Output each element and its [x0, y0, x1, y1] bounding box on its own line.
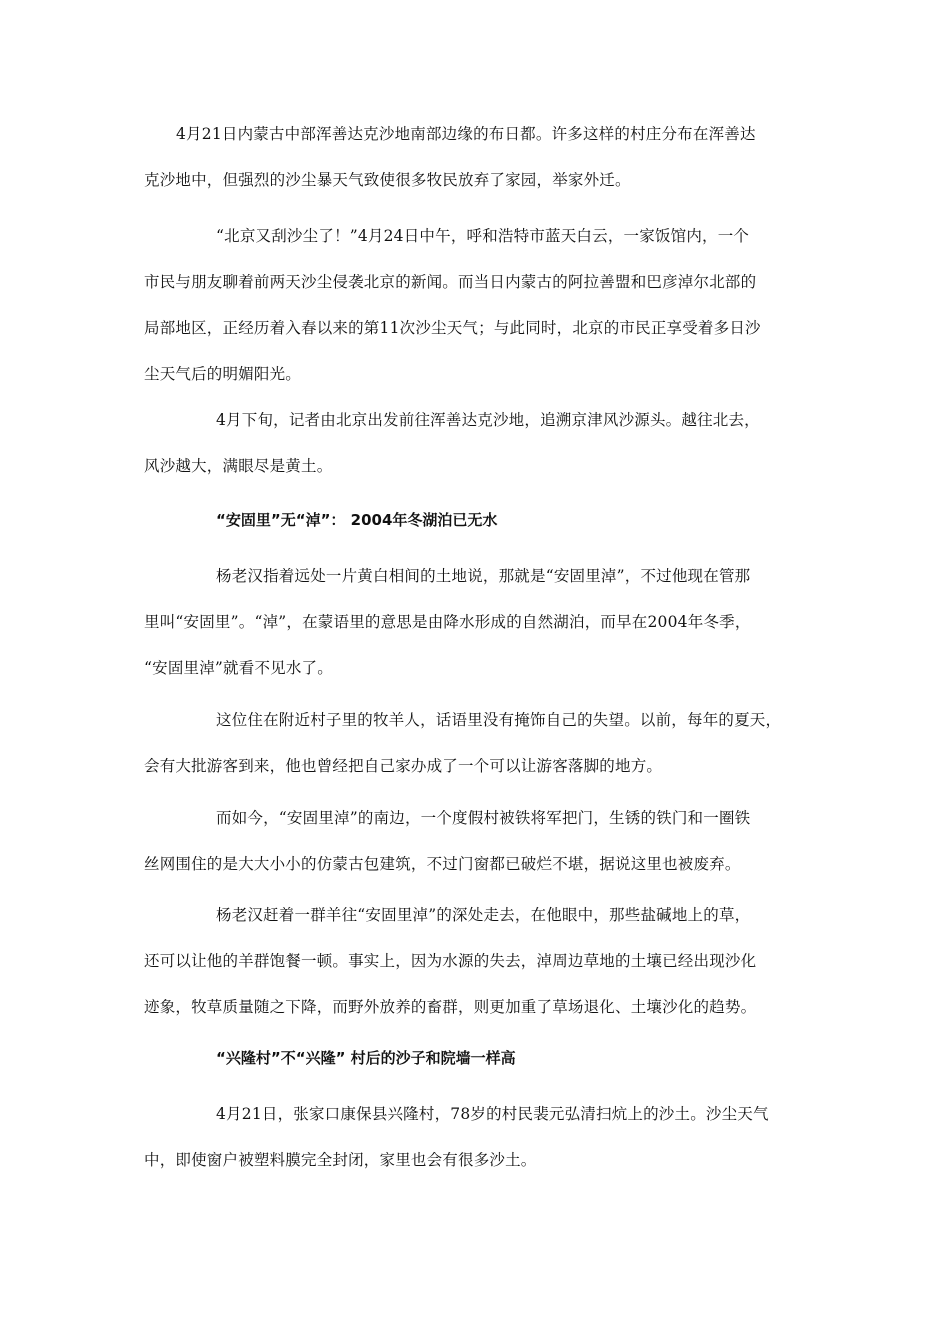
- paragraph-3: [144, 397, 812, 489]
- paragraph-line: 市民与朋友聊着前两天沙尘侵袭北京的新闻。而当日内蒙古的阿拉善盟和巴彦淖尔北部的: [144, 273, 757, 291]
- paragraph-line: 迹象，牧草质量随之下降，而野外放养的畜群，则更加重了草场退化、土壤沙化的趋势。: [144, 998, 757, 1016]
- paragraph-2: [144, 213, 812, 397]
- paragraph-line: 里叫“安固里”。“淖”，在蒙语里的意思是由降水形成的自然湖泊，而早在2004年冬季，: [144, 613, 751, 631]
- paragraph-line: 会有大批游客到来，他也曾经把自己家办成了一个可以让游客落脚的地方。: [144, 757, 663, 775]
- paragraph-line: “安固里淖”就看不见水了。: [144, 659, 333, 677]
- section-heading-2: “兴隆村”不“兴隆” 村后的沙子和院墙一样高: [216, 1049, 516, 1067]
- paragraph-line: 这位住在附近村子里的牧羊人，话语里没有掩饰自己的失望。以前，每年的夏天，: [216, 711, 782, 729]
- section-heading-1: “安固里”无“淖”： 2004年冬湖泊已无水: [216, 511, 498, 529]
- paragraph-5: [144, 697, 812, 789]
- paragraph-line: 还可以让他的羊群饱餐一顿。事实上，因为水源的失去，淖周边草地的土壤已经出现沙化: [144, 952, 757, 970]
- paragraph-line: 杨老汉赶着一群羊往“安固里淖”的深处走去，在他眼中，那些盐碱地上的草，: [216, 906, 751, 924]
- paragraph-1: [144, 111, 812, 203]
- paragraph-line: 局部地区，正经历着入春以来的第11次沙尘天气；与此同时，北京的市民正享受着多日沙: [144, 319, 761, 337]
- paragraph-line: 克沙地中，但强烈的沙尘暴天气致使很多牧民放弃了家园，举家外迁。: [144, 171, 631, 189]
- paragraph-line: 而如今，“安固里淖”的南边，一个度假村被铁将军把门，生锈的铁门和一圈铁: [216, 809, 751, 827]
- paragraph-line: 风沙越大，满眼尽是黄土。: [144, 457, 333, 475]
- paragraph-8: [144, 1091, 812, 1183]
- paragraph-line: 4月下旬，记者由北京出发前往浑善达克沙地，追溯京津风沙源头。越往北去，: [216, 411, 760, 429]
- paragraph-line: 4月21日内蒙古中部浑善达克沙地南部边缘的布日都。许多这样的村庄分布在浑善达: [176, 125, 756, 143]
- paragraph-line: “北京又刮沙尘了！”4月24日中午，呼和浩特市蓝天白云，一家饭馆内，一个: [216, 227, 750, 245]
- paragraph-line: 尘天气后的明媚阳光。: [144, 365, 302, 383]
- paragraph-6: [144, 795, 812, 887]
- paragraph-line: 杨老汉指着远处一片黄白相间的土地说，那就是“安固里淖”，不过他现在管那: [216, 567, 751, 585]
- paragraph-line: 丝网围住的是大大小小的仿蒙古包建筑，不过门窗都已破烂不堪，据说这里也被废弃。: [144, 855, 741, 873]
- paragraph-line: 4月21日，张家口康保县兴隆村，78岁的村民裴元弘清扫炕上的沙土。沙尘天气: [216, 1105, 769, 1123]
- paragraph-4: [144, 553, 812, 691]
- paragraph-7: [144, 892, 812, 1030]
- paragraph-line: 中，即使窗户被塑料膜完全封闭，家里也会有很多沙土。: [144, 1151, 537, 1169]
